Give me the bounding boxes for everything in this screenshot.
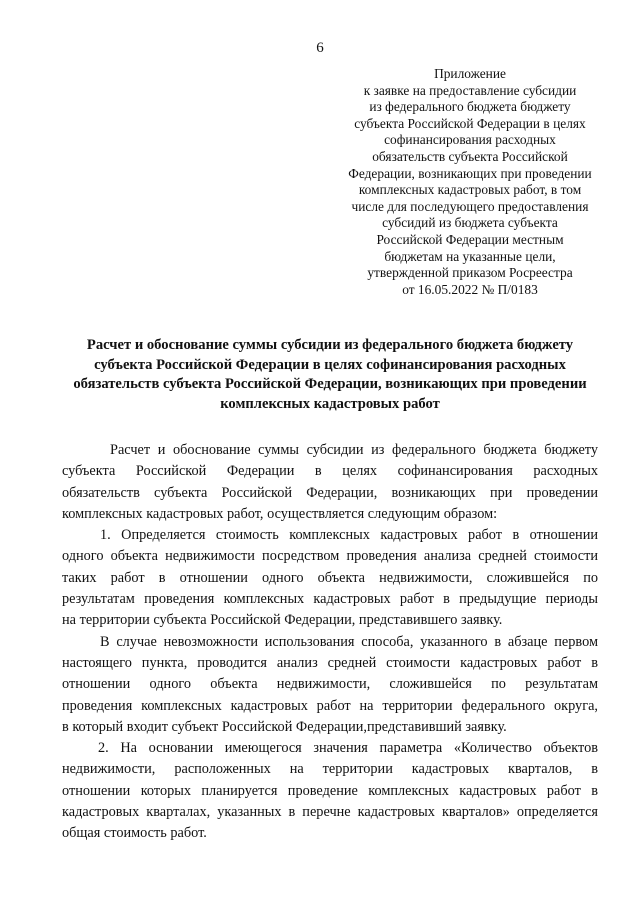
body-line: таких работ в отношении одного объекта недвижимости, сложившейся по (62, 569, 598, 586)
body-line: Расчет и обоснование суммы субсидии из федерального бюджета бюджету (110, 442, 598, 458)
document-body (62, 440, 598, 845)
appendix-block (340, 66, 600, 298)
paragraph-intro (62, 440, 598, 525)
appendix-line: Приложение (434, 66, 506, 81)
body-line: одного объекта недвижимости посредством проведения анализа средней стоимости (62, 548, 598, 565)
paragraph-item-1 (62, 525, 598, 631)
appendix-line: бюджетам на указанные цели, (384, 248, 556, 264)
body-line: 2. На основании имеющегося значения параметра «Количество объектов (98, 740, 598, 757)
paragraph-alternative (62, 632, 598, 738)
appendix-line: утвержденной приказом Росреестра (367, 265, 573, 281)
appendix-line: из федерального бюджета бюджету (369, 99, 571, 115)
body-line: общая стоимость работ. (62, 825, 207, 842)
body-line: обязательств субъекта Российской Федерации, возникающих при проведении (62, 484, 598, 501)
appendix-line: субъекта Российской Федерации в целях (354, 115, 586, 131)
body-line: результатам проведения комплексных кадастровых работ в предыдущие периоды (62, 591, 598, 608)
body-line: отношении которых планируется проведение комплексных кадастровых работ в (62, 782, 598, 799)
body-line: кадастровых кварталах, указанных в перечне кадастровых кварталов» определяется (62, 804, 598, 821)
body-line: в который входит субъект Российской Федерации,представивший заявку. (62, 718, 507, 735)
appendix-line: субсидий из бюджета субъекта (382, 215, 558, 231)
appendix-line: от 16.05.2022 № П/0183 (402, 281, 538, 297)
title-line: обязательств субъекта Российской Федерации, возникающих при проведении (73, 376, 587, 392)
body-line: на территории субъекта Российской Федерации, представившего заявку. (62, 612, 503, 629)
body-line: комплексных кадастровых работ, осуществляется следующим образом: (62, 505, 498, 522)
paragraph-item-2 (62, 738, 598, 844)
appendix-line: комплексных кадастровых работ, в том (358, 182, 582, 198)
appendix-line: Российской Федерации местным (376, 231, 564, 247)
body-line: настоящего пункта, проводится анализ средней стоимости кадастровых работ в (62, 654, 598, 671)
body-line: проведения комплексных кадастровых работ на территории федерального округа, (62, 697, 598, 714)
body-line: В случае невозможности использования способа, указанного в абзаце первом (100, 633, 598, 650)
body-line: отношении одного объекта недвижимости, сложившейся по результатам (62, 676, 598, 693)
title-line: субъекта Российской Федерации в целях софинансирования расходных (94, 356, 566, 373)
title-line: комплексных кадастровых работ (220, 395, 440, 412)
appendix-line: числе для последующего предоставления (351, 198, 589, 214)
appendix-line: обязательств субъекта Российской (372, 148, 568, 164)
appendix-line: Федерации, возникающих при проведении (348, 165, 592, 181)
page-number: 6 (316, 40, 324, 56)
body-line: субъекта Российской Федерации в целях софинансирования расходных (62, 463, 598, 480)
document-title (62, 336, 598, 414)
body-line: недвижимости, расположенных на территории кадастровых кварталов, в (62, 761, 598, 778)
title-line: Расчет и обоснование суммы субсидии из федерального бюджета бюджету (86, 337, 574, 353)
appendix-line: софинансирования расходных (384, 132, 556, 148)
appendix-line: к заявке на предоставление субсидии (363, 82, 577, 98)
body-line: 1. Определяется стоимость комплексных кадастровых работ в отношении (100, 527, 598, 544)
